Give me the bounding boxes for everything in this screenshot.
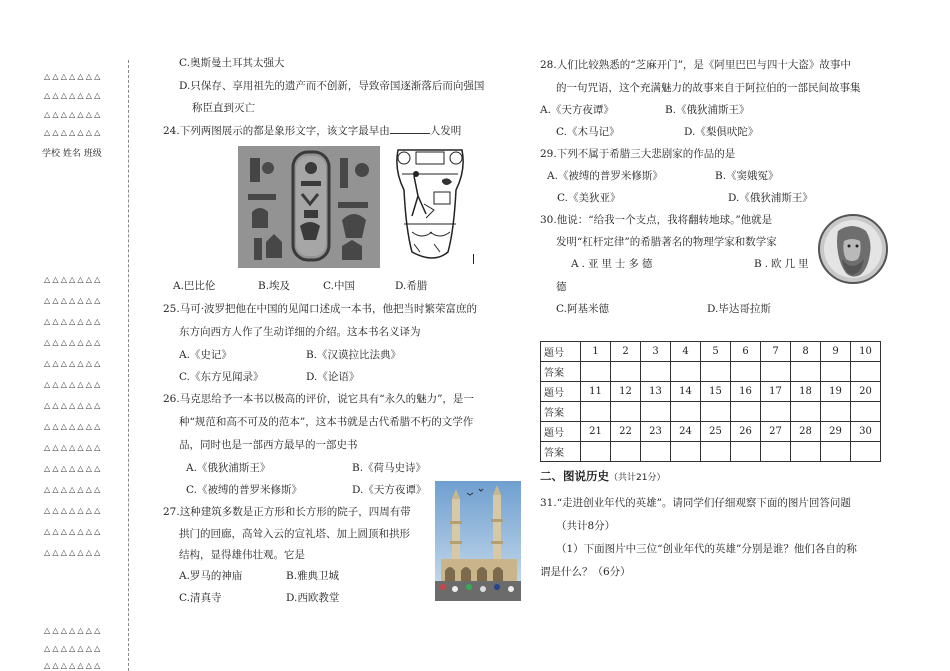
answer-cell[interactable] [851, 402, 881, 422]
q-num: 1 [581, 342, 611, 362]
q27-option-c: C.清真寺 [179, 592, 222, 604]
q-num: 19 [821, 382, 851, 402]
q-num: 22 [611, 422, 641, 442]
row-label-answer: 答案 [541, 442, 581, 462]
margin-triangles: △△△△△△△ [44, 296, 103, 305]
q-num: 6 [731, 342, 761, 362]
answer-cell[interactable] [761, 402, 791, 422]
q26-option-d: D.《天方夜谭》 [352, 484, 427, 496]
image-caret [473, 254, 474, 264]
answer-cell[interactable] [701, 442, 731, 462]
q27-stem-cont: 拱门的回廊，高耸入云的宣礼塔、加上圆顶和拱形 [179, 528, 410, 540]
answer-cell[interactable] [581, 442, 611, 462]
answer-table-row-answers [541, 442, 881, 462]
margin-triangles: △△△△△△△ [44, 91, 103, 100]
answer-cell[interactable] [791, 442, 821, 462]
answer-cell[interactable] [851, 442, 881, 462]
answer-cell[interactable] [581, 402, 611, 422]
q-num: 17 [761, 382, 791, 402]
answer-cell[interactable] [851, 362, 881, 382]
q-num: 15 [701, 382, 731, 402]
q30-stem-cont: 发明“杠杆定律”的希腊著名的物理学家和数学家 [556, 236, 777, 248]
answer-cell[interactable] [731, 442, 761, 462]
q-num: 11 [581, 382, 611, 402]
q31-sub1: （1）下面图片中三位“创业年代的英雄”分别是谁？他们各自的称 [556, 543, 857, 555]
margin-triangles: △△△△△△△ [44, 644, 103, 653]
q23-option-c: C.奥斯曼土耳其太强大 [179, 57, 285, 69]
answer-table-row-answers [541, 402, 881, 422]
q29-option-a: A.《被缚的普罗米修斯》 [547, 170, 663, 182]
q26-option-c: C.《被缚的普罗米修斯》 [186, 484, 302, 496]
q30-option-c: C.阿基米德 [556, 303, 609, 315]
q24-stem-end: 人发明 [429, 125, 462, 137]
q24-option-d: D.希腊 [395, 280, 428, 292]
q25-option-b: B.《汉谟拉比法典》 [306, 349, 402, 361]
q24-stem-text: 24.下列两图展示的都是象形文字，该文字最早由 [163, 125, 390, 137]
q25-option-d: D.《论语》 [306, 371, 360, 383]
q28-option-d: D.《梨俱吠陀》 [684, 126, 759, 138]
q-num: 14 [671, 382, 701, 402]
margin-triangles: △△△△△△△ [44, 661, 103, 670]
q-num: 3 [641, 342, 671, 362]
answer-cell[interactable] [821, 442, 851, 462]
q24-option-c: C.中国 [323, 280, 355, 292]
margin-triangles: △△△△△△△ [44, 506, 103, 515]
answer-cell[interactable] [671, 402, 701, 422]
q30-stem: 30.他说：“给我一个支点，我将翻转地球。”他就是 [540, 214, 773, 226]
q-num: 21 [581, 422, 611, 442]
answer-table-row-header [541, 382, 881, 402]
q-num: 30 [851, 422, 881, 442]
answer-cell[interactable] [671, 442, 701, 462]
q28-stem: 28.人们比较熟悉的“芝麻开门”，是《阿里巴巴与四十大盗》故事中 [540, 59, 851, 71]
q30-option-a: A.亚里士多德 [571, 258, 656, 270]
q26-stem: 26.马克思给予一本书以极高的评价，说它具有“永久的魅力”，是一 [163, 393, 474, 405]
q-num: 2 [611, 342, 641, 362]
margin-triangles: △△△△△△△ [44, 548, 103, 557]
row-label-question: 题号 [541, 382, 581, 402]
answer-cell[interactable] [731, 402, 761, 422]
q29-option-d: D.《俄狄浦斯王》 [728, 192, 813, 204]
q-num: 7 [761, 342, 791, 362]
q-num: 4 [671, 342, 701, 362]
answer-cell[interactable] [821, 362, 851, 382]
q24-option-a: A.巴比伦 [173, 280, 216, 292]
q-num: 10 [851, 342, 881, 362]
q27-stem: 27.这种建筑多数是正方形和长方形的院子，四周有带 [163, 506, 411, 518]
q-num: 28 [791, 422, 821, 442]
answer-cell[interactable] [791, 362, 821, 382]
answer-cell[interactable] [641, 442, 671, 462]
mosque-photo [435, 481, 521, 601]
q25-option-a: A.《史记》 [179, 349, 232, 361]
narmer-palette-image [390, 146, 470, 268]
q30-option-b: B.欧几里 [754, 258, 812, 270]
q27-option-a: A.罗马的神庙 [179, 570, 243, 582]
answer-table [540, 341, 881, 462]
answer-cell[interactable] [611, 362, 641, 382]
answer-cell[interactable] [821, 402, 851, 422]
answer-cell[interactable] [641, 402, 671, 422]
q-num: 16 [731, 382, 761, 402]
q-num: 5 [701, 342, 731, 362]
margin-triangles: △△△△△△△ [44, 380, 103, 389]
q28-option-a: A.《天方夜谭》 [540, 104, 614, 116]
margin-triangles: △△△△△△△ [44, 401, 103, 410]
answer-cell[interactable] [671, 362, 701, 382]
margin-triangles: △△△△△△△ [44, 626, 103, 635]
margin-triangles: △△△△△△△ [44, 128, 103, 137]
q24-blank[interactable] [390, 123, 430, 134]
q-num: 13 [641, 382, 671, 402]
q26-stem-cont2: 品，同时也是一部西方最早的一部史书 [179, 439, 358, 451]
binding-cut-line [128, 60, 129, 671]
q-num: 12 [611, 382, 641, 402]
q-num: 24 [671, 422, 701, 442]
q26-stem-cont: 种“规范和高不可及的范本”，这本书就是古代希腊不朽的文学作 [179, 416, 474, 428]
margin-triangles: △△△△△△△ [44, 275, 103, 284]
q-num: 23 [641, 422, 671, 442]
q31-stem: 31.“走进创业年代的英雄”。请同学们仔细观察下面的图片回答问题 [540, 497, 851, 509]
q24-option-b: B.埃及 [258, 280, 291, 292]
q25-option-c: C.《东方见闻录》 [179, 371, 264, 383]
q25-stem-cont: 东方向西方人作了生动详细的介绍。这本书名义译为 [179, 326, 421, 338]
hieroglyph-relief-image [238, 146, 380, 268]
q24-stem [163, 123, 461, 138]
q31-score: （共计8分） [556, 520, 616, 532]
q23-option-d-cont: 称臣直到灭亡 [192, 102, 255, 114]
margin-triangles: △△△△△△△ [44, 359, 103, 368]
q27-option-d: D.西欧教堂 [286, 592, 340, 604]
row-label-question: 题号 [541, 342, 581, 362]
q26-option-b: B.《荷马史诗》 [352, 462, 427, 474]
q-num: 27 [761, 422, 791, 442]
section2-title: 二、图说历史 [540, 469, 609, 483]
margin-triangles: △△△△△△△ [44, 527, 103, 536]
q31-sub1-cont: 谓是什么？（6分） [540, 566, 631, 578]
section2-heading [540, 468, 665, 484]
q29-option-b: B.《窦娥冤》 [715, 170, 779, 182]
answer-cell[interactable] [761, 442, 791, 462]
q28-option-b: B.《俄狄浦斯王》 [665, 104, 750, 116]
q-num: 9 [821, 342, 851, 362]
answer-table-row-header [541, 422, 881, 442]
q-num: 25 [701, 422, 731, 442]
margin-triangles: △△△△△△△ [44, 443, 103, 452]
q-num: 8 [791, 342, 821, 362]
answer-cell[interactable] [761, 362, 791, 382]
q28-option-c: C.《木马记》 [556, 126, 620, 138]
answer-cell[interactable] [611, 442, 641, 462]
answer-cell[interactable] [701, 402, 731, 422]
q27-stem-cont2: 结构，显得雄伟壮观。它是 [179, 549, 305, 561]
row-label-answer: 答案 [541, 362, 581, 382]
q29-stem: 29.下列不属于希腊三大悲剧家的作品的是 [540, 148, 736, 160]
answer-cell[interactable] [581, 362, 611, 382]
student-info-label: 学校 姓名 班级 [42, 149, 102, 159]
q30-option-b-cont: 德 [556, 281, 567, 293]
q27-option-b: B.雅典卫城 [286, 570, 340, 582]
margin-triangles: △△△△△△△ [44, 485, 103, 494]
answer-cell[interactable] [701, 362, 731, 382]
archimedes-portrait [818, 213, 888, 285]
answer-table-row-answers [541, 362, 881, 382]
margin-triangles: △△△△△△△ [44, 422, 103, 431]
row-label-answer: 答案 [541, 402, 581, 422]
q-num: 29 [821, 422, 851, 442]
answer-table-row-header [541, 342, 881, 362]
answer-cell[interactable] [641, 362, 671, 382]
section2-score: （共计21分） [609, 473, 666, 483]
margin-triangles: △△△△△△△ [44, 338, 103, 347]
margin-triangles: △△△△△△△ [44, 110, 103, 119]
q29-option-c: C.《美狄亚》 [557, 192, 621, 204]
answer-cell[interactable] [731, 362, 761, 382]
q30-option-d: D.毕达哥拉斯 [707, 303, 771, 315]
q23-option-d: D.只保存、享用祖先的遗产而不创新，导致帝国逐渐落后而向强国 [179, 80, 485, 92]
q25-stem: 25.马可·波罗把他在中国的见闻口述成一本书，他把当时繁荣富庶的 [163, 303, 478, 315]
answer-cell[interactable] [611, 402, 641, 422]
q-num: 26 [731, 422, 761, 442]
margin-triangles: △△△△△△△ [44, 464, 103, 473]
margin-triangles: △△△△△△△ [44, 72, 103, 81]
q-num: 18 [791, 382, 821, 402]
answer-cell[interactable] [791, 402, 821, 422]
q28-stem-cont: 的一句咒语，这个充满魅力的故事来自于阿拉伯的一部民间故事集 [556, 82, 861, 94]
q-num: 20 [851, 382, 881, 402]
margin-triangles: △△△△△△△ [44, 317, 103, 326]
q26-option-a: A.《俄狄浦斯王》 [186, 462, 271, 474]
row-label-question: 题号 [541, 422, 581, 442]
